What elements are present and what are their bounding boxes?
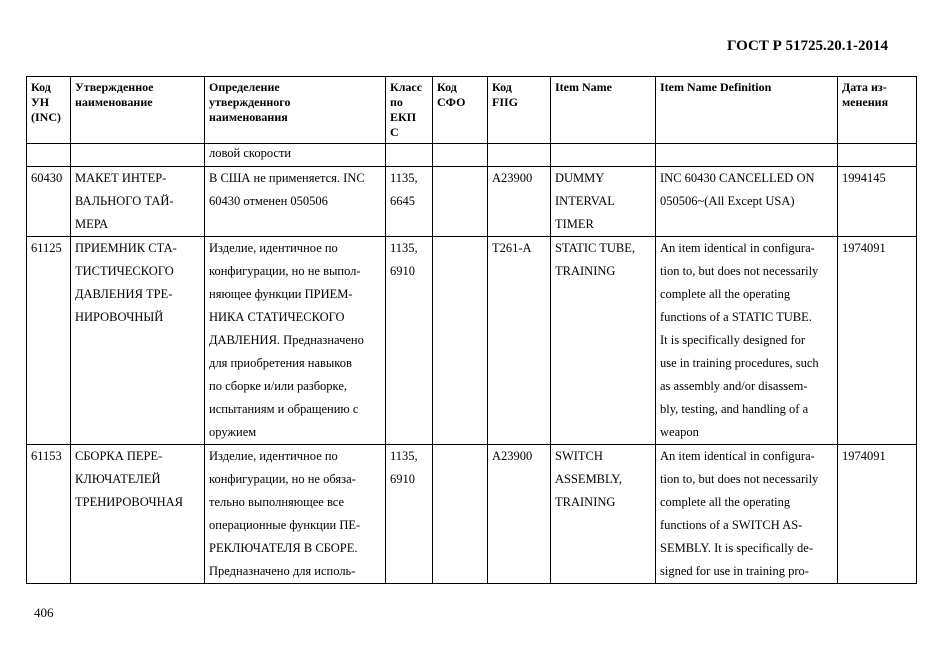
cell-name xyxy=(71,144,205,167)
cell-date: 1994145 xyxy=(838,167,917,237)
cell-class xyxy=(386,144,433,167)
cell-fiig: T261-A xyxy=(488,237,551,445)
cell-name: СБОРКА ПЕРЕ- КЛЮЧАТЕЛЕЙ ТРЕНИРОВОЧНАЯ xyxy=(71,445,205,584)
header-row xyxy=(27,77,917,144)
col-header-item-name: Item Name xyxy=(551,77,656,144)
cell-inc: 60430 xyxy=(27,167,71,237)
cell-inc xyxy=(27,144,71,167)
cell-inc: 61153 xyxy=(27,445,71,584)
cell-date: 1974091 xyxy=(838,445,917,584)
col-header-inc: Код УН (INC) xyxy=(27,77,71,144)
document-code: ГОСТ Р 51725.20.1-2014 xyxy=(726,38,888,54)
cell-sfo xyxy=(433,237,488,445)
nomenclature-table xyxy=(26,76,917,584)
cell-name: МАКЕТ ИНТЕР- ВАЛЬНОГО ТАЙ- МЕРА xyxy=(71,167,205,237)
cell-name: ПРИЕМНИК СТА- ТИСТИЧЕСКОГО ДАВЛЕНИЯ ТРЕ- НИРОВОЧНЫЙ xyxy=(71,237,205,445)
cell-item-name: SWITCH ASSEMBLY, TRAINING xyxy=(551,445,656,584)
cell-item-def xyxy=(656,144,838,167)
page-number: 406 xyxy=(34,605,54,620)
cell-fiig: A23900 xyxy=(488,445,551,584)
cell-item-def: INC 60430 CANCELLED ON 050506~(All Except USA) xyxy=(656,167,838,237)
col-header-approved-name: Утвержденное наименование xyxy=(71,77,205,144)
cell-item-name: DUMMY INTERVAL TIMER xyxy=(551,167,656,237)
cell-sfo xyxy=(433,144,488,167)
cell-class: 1135, 6910 xyxy=(386,237,433,445)
cell-item-name: STATIC TUBE, TRAINING xyxy=(551,237,656,445)
table-row xyxy=(27,445,917,584)
cell-sfo xyxy=(433,167,488,237)
col-header-change-date: Дата из- менения xyxy=(838,77,917,144)
cell-item-def: An item identical in configura- tion to, but does not necessarily complete all the operating functions of a STATIC TUBE. It is specifically designed for use in training procedures, such as assembly and/or disassem- bly, testing, and handling of a weapon xyxy=(656,237,838,445)
table-row xyxy=(27,237,917,445)
cell-fiig: A23900 xyxy=(488,167,551,237)
cell-inc: 61125 xyxy=(27,237,71,445)
cell-item-def: An item identical in configura- tion to, but does not necessarily complete all the operating functions of a SWITCH AS- SEMBLY. It is specifically de- signed for use in training pro- xyxy=(656,445,838,584)
col-header-item-name-definition: Item Name Definition xyxy=(656,77,838,144)
cell-definition: Изделие, идентичное по конфигурации, но не выпол- няющее функции ПРИЕМ- НИКА СТАТИЧЕСКОГО ДАВЛЕНИЯ. Предназначено для приобретения навыков по сборке и/или разборке, испытаниям и обращению с оружием xyxy=(205,237,386,445)
cell-date xyxy=(838,144,917,167)
table-row xyxy=(27,167,917,237)
cell-fiig xyxy=(488,144,551,167)
table-row-continuation xyxy=(27,144,917,167)
cell-item-name xyxy=(551,144,656,167)
cell-class: 1135, 6910 xyxy=(386,445,433,584)
cell-date: 1974091 xyxy=(838,237,917,445)
col-header-definition: Определение утвержденного наименования xyxy=(205,77,386,144)
col-header-sfo: Код СФО xyxy=(433,77,488,144)
cell-class: 1135, 6645 xyxy=(386,167,433,237)
cell-definition: ловой скорости xyxy=(205,144,386,167)
cell-definition: В США не применяется. INC 60430 отменен 050506 xyxy=(205,167,386,237)
col-header-class: Класс по ЕКП С xyxy=(386,77,433,144)
col-header-fiig: Код FIIG xyxy=(488,77,551,144)
cell-definition: Изделие, идентичное по конфигурации, но не обяза- тельно выполняющее все операционные функции ПЕ- РЕКЛЮЧАТЕЛЯ В СБОРЕ. Предназначено для исполь- xyxy=(205,445,386,584)
cell-sfo xyxy=(433,445,488,584)
